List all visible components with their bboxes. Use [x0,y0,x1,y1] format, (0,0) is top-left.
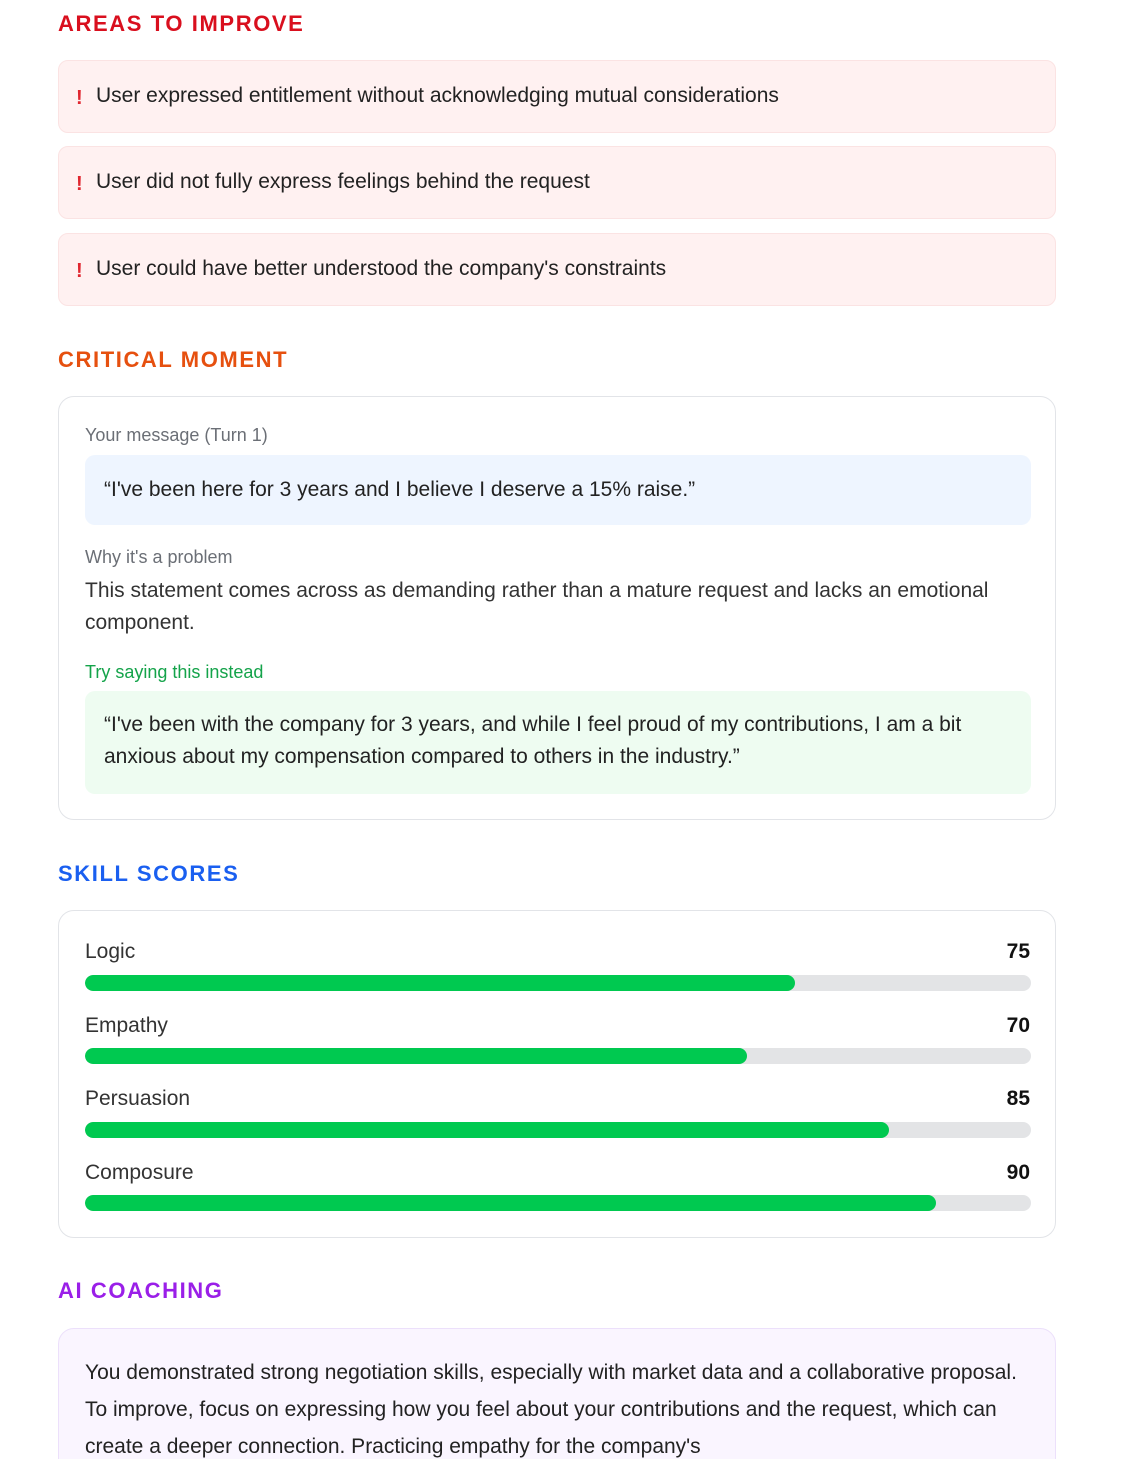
improvement-item [58,60,1056,133]
skill-bar-fill-empathy [85,1048,747,1064]
skill-bar-track-logic [85,975,1031,991]
areas-to-improve-title: AREAS TO IMPROVE [58,11,305,36]
improvement-text: User expressed entitlement without acknowledging mutual considerations [96,84,779,107]
your-message-label: Your message (Turn 1) [85,425,268,445]
critical-moment-title: CRITICAL MOMENT [58,347,289,372]
skill-bar-fill-composure [85,1195,936,1211]
skill-score-persuasion: 85 [1006,1087,1030,1110]
problem-label: Why it's a problem [85,547,233,567]
exclamation-icon: ! [76,260,83,282]
problem-explanation: This statement comes across as demanding rather than a mature request and lacks an emotional component. [85,579,989,634]
ai-coaching-text: You demonstrated strong negotiation skills, especially with market data and a collaborative proposal. To improve, focus on expressing how you feel about your contributions and the request, which can create a deeper connection. Practicing empathy for the company's [85,1361,1017,1458]
skill-bar-track-composure [85,1195,1031,1211]
skill-score-empathy: 70 [1006,1014,1030,1037]
skill-name-logic: Logic [85,940,136,963]
improvement-text: User could have better understood the company's constraints [96,257,667,280]
exclamation-icon: ! [76,87,83,109]
skill-bar-track-empathy [85,1048,1031,1064]
suggestion-label: Try saying this instead [85,662,264,682]
improvement-item [58,146,1056,219]
critical-moment-card [58,396,1056,820]
skill-bar-fill-logic [85,975,795,991]
suggested-message-quote: “I've been with the company for 3 years, and while I feel proud of my contributions, I am a bit anxious about my compensation compared to others in the industry.” [85,691,1031,794]
skill-scores-card [58,910,1056,1238]
user-message-quote: “I've been here for 3 years and I believe I deserve a 15% raise.” [85,455,1031,525]
skill-name-composure: Composure [85,1161,194,1184]
skill-scores-title: SKILL SCORES [58,861,240,886]
skill-name-empathy: Empathy [85,1014,168,1037]
skill-name-persuasion: Persuasion [85,1087,191,1110]
exclamation-icon: ! [76,173,83,195]
improvement-item [58,233,1056,306]
ai-coaching-title: AI COACHING [58,1278,224,1303]
improvement-text: User did not fully express feelings behind the request [96,170,590,193]
skill-bar-fill-persuasion [85,1122,889,1138]
skill-score-composure: 90 [1006,1161,1030,1184]
skill-bar-track-persuasion [85,1122,1031,1138]
ai-coaching-card [58,1328,1056,1459]
skill-score-logic: 75 [1006,940,1030,963]
